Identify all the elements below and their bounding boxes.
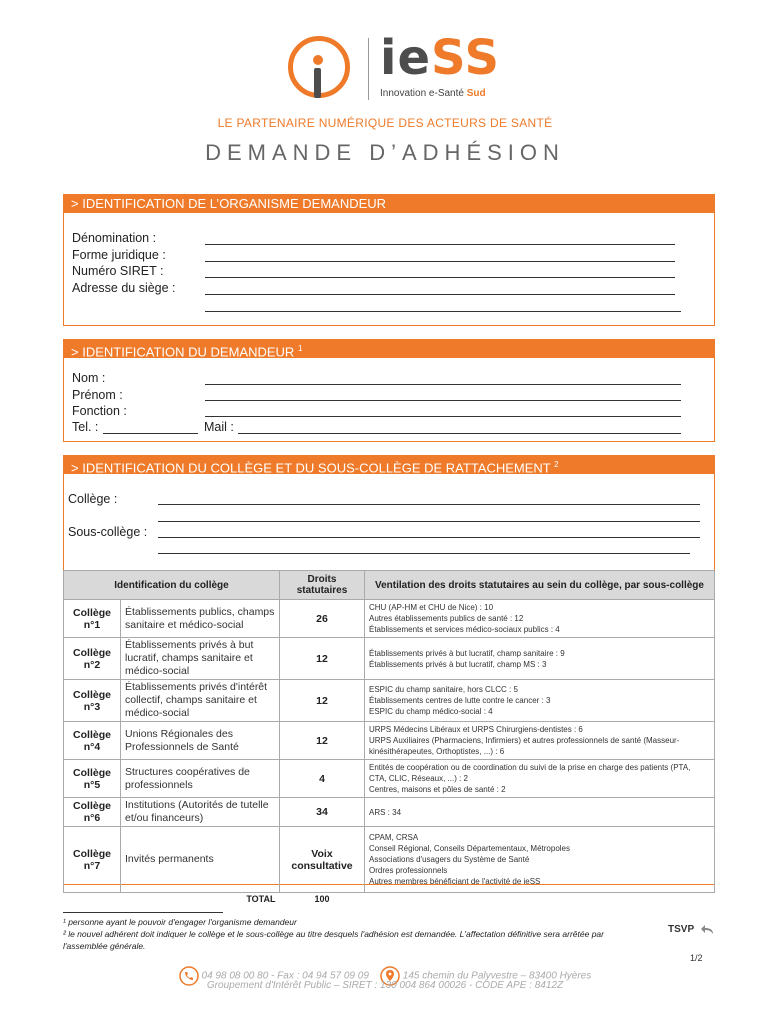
section-demandeur-header: > IDENTIFICATION DU DEMANDEUR $^1$ [63, 339, 715, 358]
field-label-tel: Tel. : [72, 420, 99, 434]
ventilation-line: URPS Médecins Libéraux et URPS Chirurgiens-dentistes : 6 [369, 725, 583, 734]
field-label-fonction: Fonction : [72, 404, 127, 418]
droits-statutaires: 12 [280, 722, 365, 760]
ventilation-line: Établissements et services médico-sociaux publics : 4 [369, 625, 560, 634]
logo-wordmark: ieSS [380, 30, 501, 86]
field-label-forme-juridique: Forme juridique : [72, 248, 166, 262]
total-value: 100 [314, 894, 330, 904]
college-label: Établissements privés à but lucratif, champs sanitaire et médico-social [121, 638, 280, 680]
table-row [64, 680, 715, 722]
ventilation-line: ARS : 34 [369, 807, 402, 817]
college-number: Collège n°6 [64, 798, 121, 827]
college-field-2[interactable] [158, 521, 700, 522]
ventilation [365, 600, 715, 638]
table-header: Identification du collège [64, 571, 280, 600]
college-label: Unions Régionales des Professionnels de Santé [121, 722, 280, 760]
college-label: Établissements privés d'intérêt collectif, champs sanitaire et médico-social [121, 680, 280, 722]
table-row [64, 827, 715, 893]
fonction-field[interactable] [205, 416, 681, 417]
droits-statutaires: 12 [280, 680, 365, 722]
ventilation-line: Établissements privés à but lucratif, champ MS : 3 [369, 659, 547, 669]
college-label: Établissements publics, champs sanitaire et médico-social [121, 600, 280, 638]
ventilation-line: Conseil Régional, Conseils Départementaux, Métropoles [369, 844, 570, 853]
ventilation [365, 722, 715, 760]
sous-college-field-2[interactable] [158, 553, 690, 554]
tagline: LE PARTENAIRE NUMÉRIQUE DES ACTEURS DE SANTÉ [217, 116, 553, 130]
footer-phone: 04 98 08 00 80 - Fax : 04 94 57 09 09 [201, 970, 369, 982]
table-row [64, 600, 715, 638]
ventilation-line: CPAM, CRSA [369, 833, 419, 842]
ventilation-line: Ordres professionnels [369, 866, 448, 875]
ventilation-line: ESPIC du champ médico-social : 4 [369, 707, 493, 716]
ventilation-line: Établissements privés à but lucratif, champ sanitaire : 9 [369, 648, 565, 658]
forme-juridique-field[interactable] [205, 261, 675, 262]
footnote-2: ² le nouvel adhérent doit indiquer le collège et le sous-collège au titre desquels l'adhésion est demandée. L'affectation définitive sera arrêtée par l'assemblée générale. [63, 929, 604, 951]
field-label-college: Collège : [68, 492, 118, 506]
droits-statutaires: 12 [280, 638, 365, 680]
ventilation-line: ESPIC du champ sanitaire, hors CLCC : 5 [369, 685, 518, 694]
college-field[interactable] [158, 504, 700, 505]
field-label-adresse: Adresse du siège : [72, 281, 176, 295]
adresse-field-2[interactable] [205, 311, 681, 312]
table-header: Ventilation des droits statutaires au sein du collège, par sous-collège [365, 571, 715, 600]
footer-legal: Groupement d'Intérêt Public – SIRET : 130 004 864 00026 - CODE APE : 8412Z [206, 980, 564, 991]
sous-college-field[interactable] [158, 537, 700, 538]
college-number: Collège n°1 [64, 600, 121, 638]
college-number: Collège n°5 [64, 760, 121, 798]
logo-dot [313, 55, 323, 65]
ventilation [365, 638, 715, 680]
table-header: Droits statutaires [280, 571, 365, 600]
nom-field[interactable] [205, 384, 681, 385]
denomination-field[interactable] [205, 244, 675, 245]
college-label: Structures coopératives de professionnels [121, 760, 280, 798]
total-label: TOTAL [246, 894, 276, 904]
college-number: Collège n°7 [64, 827, 121, 893]
total-row [64, 893, 715, 906]
section-organisme-header: > IDENTIFICATION DE L’ORGANISME DEMANDEUR [63, 194, 715, 213]
ventilation-line: Centres, maisons et pôles de santé : 2 [369, 785, 506, 794]
field-label-siret: Numéro SIRET : [72, 264, 164, 278]
prenom-field[interactable] [205, 400, 681, 401]
college-number: Collège n°4 [64, 722, 121, 760]
ventilation-line: Associations d'usagers du Système de Santé [369, 855, 530, 864]
ventilation-line: Autres établissements publics de santé : 12 [369, 614, 524, 623]
ventilation-line: URPS Auxiliaires (Pharmaciens, Infirmiers) et autres professionnels de santé (Masseur-kinésithérapeutes, Orthoptistes, ...) : 6 [369, 736, 680, 756]
turn-arrow-icon [701, 924, 715, 936]
tsvp-label: TSVP [668, 924, 715, 936]
college-label: Institutions (Autorités de tutelle et/ou financeurs) [121, 798, 280, 827]
table-row [64, 722, 715, 760]
field-label-sous-college: Sous-collège : [68, 525, 148, 539]
logo-subtitle: Innovation e-Santé Sud [380, 88, 486, 99]
footnote-1: ¹ personne ayant le pouvoir d'engager l'organisme demandeur [63, 917, 297, 927]
footnotes [63, 912, 623, 952]
college-number: Collège n°3 [64, 680, 121, 722]
siret-field[interactable] [205, 277, 675, 278]
ventilation [365, 827, 715, 893]
logo-stem [314, 68, 321, 98]
table-row [64, 760, 715, 798]
ventilation-line: Entités de coopération ou de coordination du suivi de la prise en charge des patients (PTA, CTA, CLIC, Réseaux, ...) : 2 [369, 763, 691, 783]
tel-field[interactable] [103, 433, 198, 434]
droits-statutaires: 4 [280, 760, 365, 798]
ventilation [365, 798, 715, 827]
ventilation [365, 760, 715, 798]
college-table [63, 570, 715, 905]
section-college-header: > IDENTIFICATION DU COLLÈGE ET DU SOUS-COLLÈGE DE RATTACHEMENT $^2$ [63, 455, 715, 474]
mail-field[interactable] [238, 433, 681, 434]
table-row [64, 638, 715, 680]
droits-statutaires: Voix consultative [280, 827, 365, 893]
adresse-field[interactable] [205, 294, 675, 295]
college-label: Invités permanents [121, 827, 280, 893]
field-label-denomination: Dénomination : [72, 231, 157, 245]
ventilation-line: Établissements centres de lutte contre le cancer : 3 [369, 696, 551, 705]
logo-separator [368, 38, 369, 100]
ventilation [365, 680, 715, 722]
ventilation-line: CHU (AP-HM et CHU de Nice) : 10 [369, 603, 494, 612]
field-label-mail: Mail : [204, 420, 234, 434]
college-number: Collège n°2 [64, 638, 121, 680]
field-label-nom: Nom : [72, 371, 106, 385]
page-title: DEMANDE D’ADHÉSION [205, 140, 565, 165]
droits-statutaires: 34 [280, 798, 365, 827]
droits-statutaires: 26 [280, 600, 365, 638]
table-header-row [64, 571, 715, 600]
table-row [64, 798, 715, 827]
footer-address: 145 chemin du Palyvestre – 83400 Hyères [402, 970, 592, 982]
field-label-prenom: Prénom : [72, 388, 123, 402]
ventilation-line: Autres membres bénéficiant de l'activité de ieSS [369, 877, 541, 886]
page-number: 1/2 [690, 953, 703, 963]
